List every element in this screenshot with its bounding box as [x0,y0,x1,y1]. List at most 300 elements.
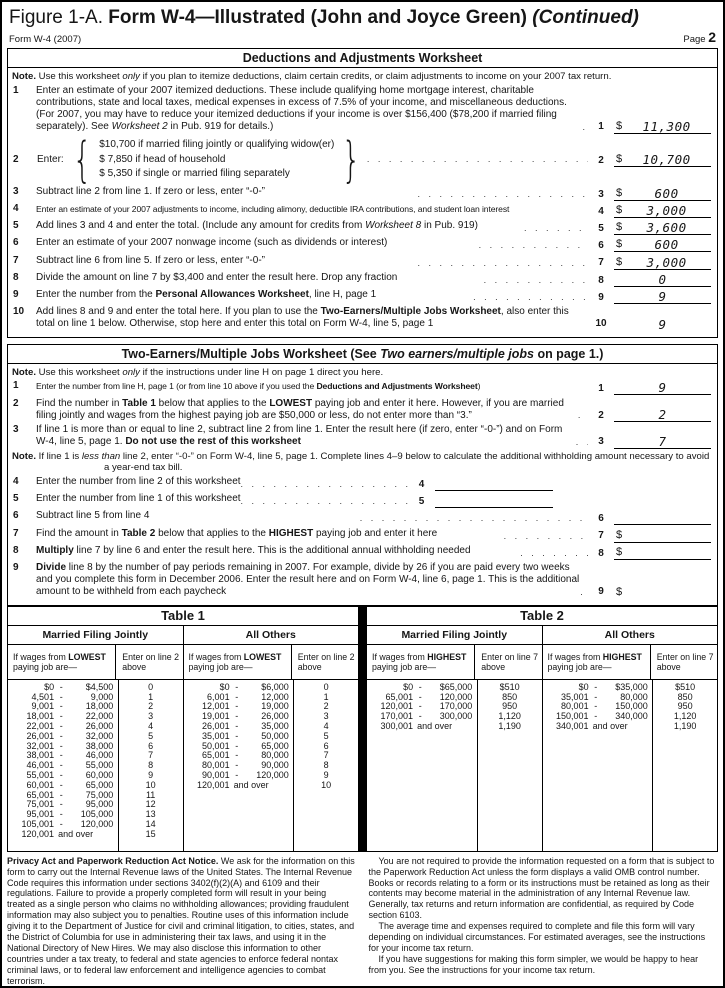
enter-value: 3 [323,711,329,722]
text-run: paying job are— [188,661,253,672]
entry-line-number: 2 [598,154,604,166]
dot-leader [479,239,588,252]
entry-field[interactable] [614,545,711,560]
wage-high: 22,000 [85,711,114,722]
text-run: If wages from [13,651,69,662]
text-run: , also enter this total on line 1 below. Otherwise, stop here and enter this total on Form W-4, line 5, page 1 [36,306,569,330]
line-entry [588,255,711,270]
wage-high: 80,000 [620,691,648,702]
enter-value: 6 [148,740,154,751]
dot-leader [360,512,588,525]
line-number: 8 [13,544,19,556]
wage-high: 120,000 [256,769,289,780]
dot-leader [576,436,588,449]
entry-line-number: 3 [598,436,604,448]
entry-line-number: 6 [598,513,604,525]
text-run: HIGHEST [602,651,642,662]
text-run: paying job are— [372,661,437,672]
worksheet-line [12,476,711,491]
worksheet-line [12,186,711,201]
table-section-name: All Others [542,626,718,644]
wage-high: $4,500 [85,681,114,692]
worksheet-line [12,220,711,235]
wage-low: 4,501 [31,691,55,702]
worksheet-note [12,367,711,379]
text-run: Use this worksheet [35,71,123,82]
table-section-name: All Others [183,626,359,644]
dollar-sign: $ [616,153,623,166]
text-run: Table 2 [121,527,156,539]
wage-low: 26,001 [26,730,55,741]
line-number: 6 [13,237,19,249]
wage-high: 26,000 [85,720,114,731]
section-data [542,680,718,851]
worksheet-line [12,493,711,508]
entry-line-number: 4 [418,478,425,490]
wage-high: 50,000 [261,730,289,741]
text-run: below that applies to the [155,397,270,409]
brace-close: } [342,131,362,188]
line-text [36,493,241,505]
table-column-headers [367,645,717,680]
wage-low: $0 [403,681,414,692]
enter-value: 4 [323,720,329,731]
dot-leader [484,274,588,287]
dot-leader [524,222,588,235]
entry-field[interactable] [614,255,711,270]
range-dash: - [418,701,422,712]
line-text [36,545,520,557]
text-run: paying job are— [547,661,612,672]
text-run: Multiply [36,544,74,556]
privacy-right-column [369,856,719,987]
text-run: HIGHEST [427,651,467,662]
text-run: Worksheet 2 [111,121,168,133]
entry-value: 10,700 [642,152,691,168]
enter-value: 1 [323,691,329,702]
line-entry [409,476,553,491]
entry-value: 600 [654,185,679,201]
entry-field[interactable] [614,152,711,167]
section-data [8,680,183,851]
line-text [36,562,580,599]
text-run: Note. [12,450,36,462]
worksheet-note [12,71,711,83]
text-run: Two-Earners/Multiple Jobs Worksheet [121,346,347,361]
line-text [36,85,583,134]
section-headers [367,645,542,679]
enter-value: 12 [145,799,156,810]
enter-column-header: Enter on line 2 above [297,651,355,672]
text-run: Use this worksheet [35,366,123,378]
wage-high: $35,000 [615,681,648,692]
entry-value: 7 [658,433,667,449]
section-data [367,680,542,851]
line-text [36,528,504,540]
line-entry [588,237,711,252]
wage-high: 9,000 [90,691,114,702]
text-run: line 8 by the number of pay periods remaining in 2007. For example, divide by 26 if you are paid every two weeks and you complete this form in December 2006. Enter the result here and on Form W-4, line 6, page 1. This is the additional amount to be withheld from each paycheck [36,561,580,598]
worksheet-line [12,306,711,330]
enter-value: 11 [145,789,156,800]
text-run: Do not use the rest of this worksheet [125,436,301,448]
line-number: 7 [13,254,19,266]
section-headers [8,645,183,679]
table-section-name: Married Filing Jointly [42,628,149,641]
worksheet-line [12,528,711,543]
line-text [36,255,418,267]
wage-high: 35,000 [261,720,289,731]
range-dash: - [594,711,598,722]
enter-column-header: Enter on line 7 above [656,651,714,672]
line-entry [588,528,711,543]
wage-high: 120,000 [80,818,114,829]
text-run: Enter an estimate of your 2007 itemized deductions. These include qualifying home mortgage interest, charitable contributions, state and local taxes, medical expenses in excess of 7.5% of your income, and miscellaneous deductions. (For 2007, you may have to reduce your itemized deductions if your income is over $156,400 ($78,200 if married filing separately). See [36,84,567,133]
line-entry [588,380,711,395]
text-run: paying job and enter it here [313,527,438,539]
enter-value: 14 [145,818,156,829]
entry-line-number: 10 [595,318,607,330]
figure-main-title: Form W-4—Illustrated (John and Joyce Green) [102,7,533,28]
text-run: only [122,366,140,378]
dot-leader [473,291,588,304]
table-1 [8,607,358,851]
text-run: Deductions and Adjustments Worksheet [316,381,478,392]
entry-value: 9 [658,289,667,304]
dot-leader [241,495,409,508]
range-dash: - [59,760,63,771]
table-column-headers [8,645,358,680]
line-text [36,510,360,522]
line-number: 9 [13,289,19,300]
wage-low: 80,001 [202,760,230,771]
line-text [36,203,588,215]
text-run: If wages from [188,651,244,662]
enter-value: 9 [323,769,329,780]
entry-field[interactable] [614,584,711,599]
entry-field[interactable] [435,476,553,491]
text-run: line 7 by line 6 and enter the result here. This is the additional annual withholding needed [73,544,471,556]
line-entry [588,316,711,331]
wage-low: 80,001 [561,701,589,712]
wage-low: 65,001 [202,750,230,761]
entry-line-number: 5 [418,496,425,508]
text-run: line 2, enter “-0-” on Form W-4, line 5, page 1. Complete lines 4–9 below to calculate the additional withholding amount necessary to avoid a year-end tax bill. [104,450,710,474]
enter-value: 6 [323,740,329,751]
enter-value-column [478,680,542,851]
table-row [543,722,653,732]
enter-value: $510 [675,681,696,692]
line-entry [588,407,711,422]
entry-line-number: 3 [598,188,604,200]
line-number: 5 [13,493,19,505]
table-section-names [8,626,358,645]
text-run: only [122,71,140,82]
enter-value: 7 [323,750,329,761]
wage-low: 65,001 [385,691,414,702]
line-number: 7 [13,527,19,539]
text-run: less than [81,450,121,462]
wage-low: 150,001 [556,711,589,722]
deductions-worksheet-body [8,68,717,337]
table-title: Table 2 [367,607,717,626]
enter-value: 950 [502,701,518,712]
entry-field[interactable] [614,510,711,525]
wage-low: 6,001 [207,691,230,702]
text-run: If wages from [372,651,428,662]
section-headers [542,645,718,679]
wage-low: $0 [219,681,230,692]
line-number: 3 [13,185,19,197]
text-run: ) [477,381,481,392]
dot-leader [504,530,588,543]
wage-high: 120,000 [439,691,473,702]
line-number: 5 [13,220,19,232]
dot-leader [241,478,409,491]
two-earners-worksheet-title [8,345,717,364]
enter-value: 5 [323,730,329,741]
wage-high: 170,000 [439,701,473,712]
worksheet-line [12,562,711,599]
worksheet-line [12,545,711,560]
table-data [367,680,717,851]
entry-field[interactable] [614,237,711,252]
dollar-sign: $ [616,204,623,217]
worksheet-line [12,272,711,287]
dollar-sign: $ [616,221,623,234]
entry-line-number: 1 [598,121,604,133]
enter-value: 15 [145,828,156,839]
text-run: Subtract line 6 from line 5. If zero or less, enter “-0-” [36,254,265,266]
entry-line-number: 4 [598,205,604,217]
range-dash: - [594,701,598,712]
entry-field[interactable] [614,272,711,287]
wage-low: 120,001 [21,828,55,839]
entry-line-number: 7 [598,257,604,269]
enter-value: 0 [148,681,154,692]
wage-high: 46,000 [85,750,114,761]
text-run: LOWEST [68,651,106,662]
dot-leader [520,547,588,560]
range-dash: - [235,720,239,731]
entry-value: 9 [658,380,667,396]
entry-line-number: 7 [598,530,604,542]
entry-field[interactable] [614,289,711,304]
enter-column-header: Enter on line 2 above [122,651,179,672]
wage-low: 9,001 [31,701,55,712]
worksheet-line [12,85,711,134]
entry-field[interactable] [614,203,711,218]
enter-value-column [294,680,358,851]
wage-low: 32,001 [26,740,55,751]
wage-low: 170,001 [380,711,414,722]
wage-range-column [543,680,654,851]
text-run: LOWEST [243,651,282,662]
line-number: 4 [13,203,19,215]
range-dash: - [59,750,63,761]
entry-value: 3,000 [646,203,687,219]
enter-value-column [653,680,717,851]
reference-tables [7,605,718,852]
enter-label: Enter: [37,153,64,165]
line-number: 2 [13,153,19,165]
two-earners-lines [12,380,711,598]
text-run: in Pub. 919) [421,220,478,232]
wage-high: 12,000 [261,691,289,702]
text-run: Two-Earners/Multiple Jobs Worksheet [320,306,501,318]
range-dash: - [59,740,63,751]
text-run: Divide the amount on line 7 by $3,400 and enter the result here. Drop any fraction [36,271,398,283]
enter-value: 13 [145,809,156,820]
brace-options [97,139,336,181]
table-2 [367,607,717,851]
entry-line-number: 9 [598,586,604,598]
line-entry [588,272,711,287]
entry-line-number: 9 [598,291,604,303]
dollar-sign: $ [616,186,623,199]
wage-high: 150,000 [615,701,648,712]
enter-value: 8 [323,760,329,771]
entry-field[interactable] [435,493,553,508]
text-run: If line 1 is [35,450,82,462]
deductions-lines [12,85,711,331]
wage-high: 65,000 [261,740,289,751]
wage-low: 35,001 [202,730,230,741]
wage-low: 50,001 [202,740,230,751]
dollar-sign: $ [616,545,623,558]
range-dash: - [235,730,239,741]
wage-low: 120,001 [197,779,230,790]
privacy-paragraph: If you have suggestions for making this form simpler, we would be happy to hear from you. See the instructions for your income tax return. [368,953,699,975]
wage-high: 105,000 [80,809,114,820]
range-dash: - [59,789,63,800]
dollar-sign: $ [616,528,623,541]
wage-high: 90,000 [261,760,289,771]
range-dash: - [59,799,63,810]
wage-low: 19,001 [202,711,230,722]
range-dash: - [418,681,422,692]
wage-low: 35,001 [561,691,589,702]
wage-low: 22,001 [26,720,55,731]
wage-high: 18,000 [85,701,114,712]
enter-value: 9 [148,769,154,780]
form-id: Form W-4 (2007) [9,34,82,45]
text-run: Enter the number from line 1 of this worksheet [36,493,241,505]
worksheet-line [12,255,711,270]
text-run: below that applies to the [155,527,269,539]
line-text [36,220,524,232]
entry-line-number: 2 [598,409,604,421]
range-dash: - [59,691,63,702]
wage-low: 26,001 [202,720,230,731]
line-entry [588,152,711,167]
wage-high: 80,000 [261,750,289,761]
text-run: paying job are— [13,661,78,672]
line-text [36,186,418,198]
entry-field[interactable] [614,220,711,235]
text-run: if you plan to itemize deductions, claim certain credits, or claim adjustments to income on your 2007 tax return. [139,71,612,82]
entry-field[interactable] [614,186,711,201]
wage-column-header [184,645,292,679]
text-run: Find the number in [36,397,123,409]
table-divider [358,607,367,851]
entry-field[interactable] [614,407,711,422]
enter-value: 5 [148,730,154,741]
section-headers [183,645,359,679]
range-dash: - [418,691,422,702]
wage-and-over: and over [233,779,269,790]
enter-value: 1,190 [498,720,521,731]
text-run: , line H, page 1 [308,289,377,300]
wage-low: 105,001 [21,818,55,829]
wage-column-header [543,645,651,679]
entry-field[interactable] [614,528,711,543]
entry-field[interactable] [614,119,711,134]
line-number: 3 [13,424,19,436]
privacy-body: We ask for the information on this form to carry out the Internal Revenue laws of the United States. The Internal Revenue Code requires this information under sections 3402(f)(2)(A) and 6109 and their regulations. Failure to provide a properly completed form will result in your being treated as a single person who claims no withholding allowances; providing fraudulent information may also subject you to penalties. Routine uses of this information include giving it to the Department of Justice for civil and criminal litigation, to cities, states, and the District of Columbia for use in administering their tax laws, and using it in the National Directory of New Hires. We may also disclose this information to other countries under a tax treaty, to federal and state agencies to enforce federal nontax criminal laws, or to federal law enforcement and intelligence agencies to combat terrorism. [7,855,355,986]
enter-value: 2 [148,701,154,712]
line-entry [588,289,711,304]
entry-field[interactable] [614,380,711,395]
dot-leader [367,153,588,166]
wage-low: 12,001 [202,701,230,712]
text-run: Note. [12,366,36,378]
line-number: 1 [13,84,19,96]
wage-low: 75,001 [26,799,55,810]
wage-high: $6,000 [261,681,289,692]
wage-high: 340,000 [615,711,648,722]
wage-low: 65,001 [26,789,55,800]
entry-line-number: 8 [598,274,604,286]
text-run: Enter an estimate of your 2007 adjustments to income, including alimony, deductible IRA contributions, and student loan interest [36,204,510,215]
table-row [8,830,118,840]
deductions-worksheet [7,48,718,338]
text-run: Add lines 3 and 4 and enter the total. (Include any amount for credits from [36,220,366,232]
wage-column-header [367,645,475,679]
entry-field[interactable] [614,316,711,331]
enter-value: 10 [321,779,332,790]
wage-high: 60,000 [85,769,114,780]
brace-option: $ 5,350 if single or married filing separately [99,168,290,180]
dot-leader [418,188,589,201]
worksheet-line [12,237,711,252]
table-row [184,781,294,791]
wage-high: 38,000 [85,740,114,751]
wage-range-column [367,680,478,851]
line-number: 10 [13,306,25,318]
wage-high: 26,000 [261,711,289,722]
range-dash: - [59,730,63,741]
entry-field[interactable] [614,434,711,449]
wage-low: 95,001 [26,809,55,820]
wage-low: 18,001 [26,711,55,722]
text-run: paying job and enter it here. However, if you are married filing jointly and wages from the highest paying job are $50,000 or less, do not enter more than “3.” [36,397,564,421]
page-number: Page 2 [683,29,716,45]
text-run: (See [346,346,381,361]
range-dash: - [59,818,63,829]
table-row [367,722,477,732]
line-entry [588,584,711,599]
line-number: 8 [13,271,19,283]
wage-low: 120,001 [380,701,414,712]
range-dash: - [59,701,63,712]
line-text [36,398,578,422]
line-text [36,272,484,284]
wage-high: 19,000 [261,701,289,712]
worksheet-line [12,289,711,304]
entry-line-number: 5 [598,223,604,235]
wage-and-over: and over [417,720,453,731]
